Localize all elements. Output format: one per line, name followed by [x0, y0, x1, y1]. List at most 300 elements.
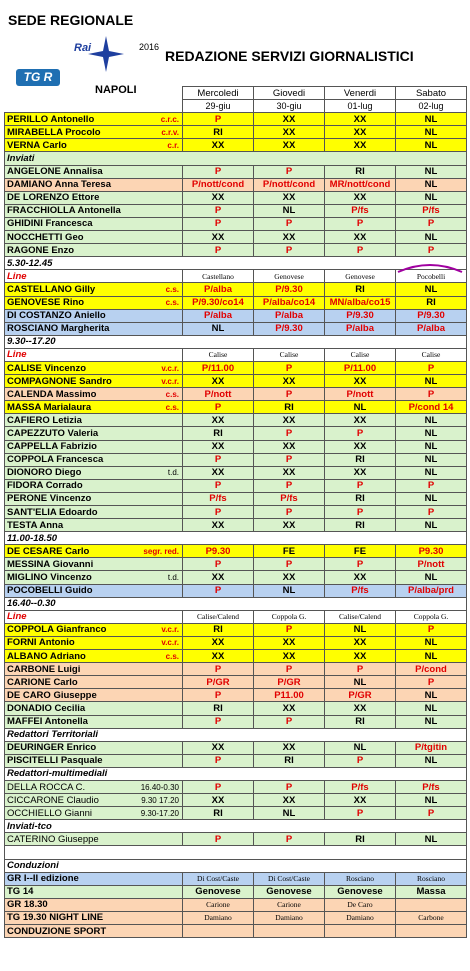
staff-name-cell: [5, 807, 183, 820]
table-row: [5, 794, 467, 807]
shift-cell: FE: [254, 545, 325, 558]
shift-cell: NL: [396, 440, 467, 453]
staff-name-cell: [5, 283, 183, 296]
table-row: [5, 492, 467, 505]
shift-cell: NL: [396, 636, 467, 649]
table-row: [5, 361, 467, 374]
shift-cell: NL: [254, 204, 325, 217]
shift-cell: P: [254, 361, 325, 374]
shift-cell: P: [183, 217, 254, 230]
blank-row: [5, 846, 467, 859]
shift-cell: XX: [183, 794, 254, 807]
shift-cell: RI: [396, 296, 467, 309]
table-row: [5, 584, 467, 597]
shift-cell: NL: [396, 519, 467, 532]
section-label: Conduzioni: [5, 859, 467, 872]
shift-cell: RI: [254, 401, 325, 414]
shift-cell: P: [396, 479, 467, 492]
table-row: [5, 532, 467, 545]
conduction-cell: Carione: [254, 898, 325, 911]
schedule-body: [5, 113, 467, 938]
shift-cell: XX: [183, 375, 254, 388]
shift-cell: XX: [325, 375, 396, 388]
staff-extra: t.d.: [167, 573, 179, 583]
conduction-cell: Damiano: [183, 911, 254, 924]
shift-cell: RI: [183, 807, 254, 820]
shift-cell: P/9.30: [325, 309, 396, 322]
shift-cell: P/GR: [325, 689, 396, 702]
shift-cell: P/tgitin: [396, 741, 467, 754]
conduction-cell: [325, 925, 396, 938]
staff-name: MASSA Marialaura: [7, 401, 92, 413]
col-day-0: Mercoledi: [183, 87, 254, 100]
staff-name: VERNA Carlo: [7, 139, 67, 151]
staff-name-cell: [5, 217, 183, 230]
shift-cell: P: [325, 244, 396, 257]
staff-name: MESSINA Giovanni: [7, 558, 94, 570]
shift-cell: XX: [254, 375, 325, 388]
shift-cell: XX: [325, 571, 396, 584]
line-cell: Calise/Calend: [325, 610, 396, 623]
shift-cell: XX: [254, 191, 325, 204]
staff-name: CAFIERO Letizia: [7, 414, 82, 426]
line-cell: Calise: [254, 348, 325, 361]
shift-cell: P/alba/co14: [254, 296, 325, 309]
shift-cell: P/nott: [396, 558, 467, 571]
shift-cell: NL: [396, 794, 467, 807]
shift-cell: P: [325, 217, 396, 230]
shift-cell: P: [183, 689, 254, 702]
shift-cell: NL: [396, 689, 467, 702]
staff-name-cell: [5, 466, 183, 479]
staff-name-cell: [5, 204, 183, 217]
staff-name: FORNI Antonio: [7, 637, 75, 649]
shift-cell: NL: [396, 178, 467, 191]
conduction-cell: [396, 925, 467, 938]
section-label: Inviati: [5, 152, 467, 165]
staff-name: MIGLINO Vincenzo: [7, 572, 92, 584]
shift-cell: P/alba/prd: [396, 584, 467, 597]
shift-cell: P: [183, 401, 254, 414]
shift-cell: XX: [254, 741, 325, 754]
shift-cell: P: [396, 506, 467, 519]
table-row: [5, 925, 467, 938]
shift-cell: P: [183, 584, 254, 597]
col-day-2: Venerdi: [325, 87, 396, 100]
table-row: [5, 466, 467, 479]
page-title: REDAZIONE SERVIZI GIORNALISTICI: [165, 48, 414, 64]
staff-name-cell: [5, 545, 183, 558]
staff-name-cell: [5, 453, 183, 466]
shift-cell: NL: [396, 754, 467, 767]
shift-cell: P: [183, 506, 254, 519]
shift-cell: RI: [325, 519, 396, 532]
shift-cell: P: [183, 754, 254, 767]
shift-cell: XX: [254, 440, 325, 453]
shift-cell: RI: [325, 492, 396, 505]
staff-name: COPPOLA Gianfranco: [7, 624, 107, 636]
shift-cell: P: [396, 244, 467, 257]
table-row: [5, 178, 467, 191]
table-row: [5, 859, 467, 872]
table-row: [5, 597, 467, 610]
staff-name: CALENDA Massimo: [7, 388, 97, 400]
shift-cell: P: [254, 715, 325, 728]
shift-cell: RI: [183, 702, 254, 715]
shift-cell: P/11.00: [325, 361, 396, 374]
section-label: 11.00-18.50: [5, 532, 467, 545]
shift-cell: NL: [325, 401, 396, 414]
conduction-cell: Genovese: [325, 885, 396, 898]
staff-name: CAPPELLA Fabrizio: [7, 441, 97, 453]
staff-name-cell: [5, 519, 183, 532]
table-row: [5, 623, 467, 636]
shift-cell: P: [254, 244, 325, 257]
staff-name: CASTELLANO Gilly: [7, 283, 96, 295]
table-row: [5, 741, 467, 754]
shift-cell: P: [254, 833, 325, 846]
shift-cell: XX: [183, 571, 254, 584]
shift-cell: XX: [325, 794, 396, 807]
table-row: [5, 348, 467, 361]
header-corner-2: [5, 100, 183, 113]
conduction-cell: Damiano: [325, 911, 396, 924]
table-row: [5, 689, 467, 702]
staff-name: CATERINO Giuseppe: [7, 833, 99, 845]
tgr-logo: TG R: [16, 69, 60, 86]
staff-role: c.r.: [167, 140, 179, 150]
rai-star-icon: [88, 36, 124, 72]
table-row: [5, 820, 467, 833]
shift-cell: XX: [325, 466, 396, 479]
table-row: [5, 335, 467, 348]
table-row: [5, 506, 467, 519]
shift-cell: P/nott: [325, 388, 396, 401]
staff-role: v.c.r.: [161, 625, 179, 635]
shift-cell: XX: [254, 636, 325, 649]
line-cell: Calise: [183, 348, 254, 361]
staff-name-cell: [5, 506, 183, 519]
table-row: [5, 702, 467, 715]
shift-cell: P: [325, 506, 396, 519]
conduction-cell: Carbone: [396, 911, 467, 924]
shift-cell: NL: [396, 427, 467, 440]
staff-name: COMPAGNONE Sandro: [7, 375, 112, 387]
shift-cell: XX: [183, 231, 254, 244]
shift-cell: RI: [325, 165, 396, 178]
shift-cell: XX: [254, 794, 325, 807]
staff-name-cell: [5, 126, 183, 139]
staff-role: segr. red.: [143, 546, 179, 556]
conduction-label: GR I--II edizione: [5, 872, 183, 885]
staff-name: RAGONE Enzo: [7, 244, 75, 256]
table-row: [5, 545, 467, 558]
shift-cell: RI: [325, 283, 396, 296]
staff-name: ANGELONE Annalisa: [7, 166, 103, 178]
table-row: [5, 650, 467, 663]
pocobelli-highlight-arc: [396, 262, 464, 274]
staff-name-cell: [5, 741, 183, 754]
staff-name-cell: [5, 296, 183, 309]
line-cell: Castellano: [183, 270, 254, 283]
staff-name-cell: [5, 244, 183, 257]
table-row: [5, 309, 467, 322]
shift-cell: XX: [183, 440, 254, 453]
shift-cell: XX: [183, 650, 254, 663]
shift-cell: P: [254, 558, 325, 571]
col-date-2: 01-lug: [325, 100, 396, 113]
shift-cell: XX: [254, 571, 325, 584]
shift-cell: NL: [396, 650, 467, 663]
section-label: Redattori Territoriali: [5, 728, 467, 741]
shift-cell: XX: [183, 466, 254, 479]
city-label: NAPOLI: [95, 84, 137, 96]
shift-cell: P: [254, 663, 325, 676]
staff-name-cell: [5, 165, 183, 178]
shift-cell: XX: [254, 519, 325, 532]
staff-name-cell: [5, 636, 183, 649]
col-date-0: 29-giu: [183, 100, 254, 113]
shift-cell: XX: [325, 113, 396, 126]
shift-cell: P/9.30: [254, 283, 325, 296]
shift-cell: P: [254, 427, 325, 440]
shift-cell: NL: [183, 322, 254, 335]
line-cell: Calise/Calend: [183, 610, 254, 623]
table-row: [5, 113, 467, 126]
shift-cell: NL: [254, 584, 325, 597]
shift-cell: P: [396, 361, 467, 374]
shift-cell: P: [254, 623, 325, 636]
table-row: [5, 401, 467, 414]
staff-extra: 16.40-0.30: [140, 782, 179, 792]
shift-cell: P: [254, 506, 325, 519]
conduction-cell: Genovese: [183, 885, 254, 898]
shift-cell: XX: [254, 414, 325, 427]
conduction-cell: [254, 925, 325, 938]
table-row: [5, 139, 467, 152]
table-row: [5, 885, 467, 898]
shift-cell: XX: [254, 702, 325, 715]
shift-cell: XX: [254, 231, 325, 244]
conduction-cell: [396, 898, 467, 911]
line-cell: Coppola G.: [396, 610, 467, 623]
shift-cell: XX: [325, 191, 396, 204]
shift-cell: MN/alba/co15: [325, 296, 396, 309]
staff-name-cell: [5, 780, 183, 793]
staff-name-cell: [5, 689, 183, 702]
staff-extra: 9.30-17.20: [140, 808, 179, 818]
shift-cell: P: [325, 427, 396, 440]
shift-cell: P/nott/cond: [254, 178, 325, 191]
shift-cell: NL: [396, 139, 467, 152]
shift-cell: P: [183, 244, 254, 257]
shift-cell: NL: [396, 375, 467, 388]
staff-name: DI COSTANZO Aniello: [7, 310, 106, 322]
shift-cell: P: [396, 623, 467, 636]
shift-cell: NL: [254, 807, 325, 820]
table-row: [5, 244, 467, 257]
conduction-cell: Rosciano: [396, 872, 467, 885]
line-cell: Calise: [325, 348, 396, 361]
conduction-cell: De Caro: [325, 898, 396, 911]
shift-cell: P/fs: [396, 204, 467, 217]
shift-cell: P: [396, 217, 467, 230]
shift-cell: P: [183, 780, 254, 793]
shift-cell: P/cond: [396, 663, 467, 676]
staff-name-cell: [5, 322, 183, 335]
shift-cell: P/alba: [183, 283, 254, 296]
conduction-cell: Di Cost/Caste: [254, 872, 325, 885]
table-row: [5, 911, 467, 924]
table-row: [5, 780, 467, 793]
shift-cell: NL: [396, 283, 467, 296]
staff-name: MIRABELLA Procolo: [7, 126, 101, 138]
shift-cell: XX: [254, 113, 325, 126]
shift-cell: P9.30: [396, 545, 467, 558]
shift-cell: RI: [325, 833, 396, 846]
staff-name-cell: [5, 479, 183, 492]
table-row: [5, 165, 467, 178]
conduction-cell: Damiano: [254, 911, 325, 924]
staff-name-cell: [5, 571, 183, 584]
staff-role: v.c.r.: [161, 638, 179, 648]
conduction-cell: Di Cost/Caste: [183, 872, 254, 885]
staff-name-cell: [5, 584, 183, 597]
shift-cell: P: [396, 388, 467, 401]
shift-cell: P/fs: [325, 780, 396, 793]
shift-cell: P/9.30/co14: [183, 296, 254, 309]
staff-name: GHIDINI Francesca: [7, 218, 93, 230]
staff-name: ALBANO Adriano: [7, 650, 86, 662]
section-label: 5.30-12.45: [5, 257, 467, 270]
shift-cell: RI: [325, 715, 396, 728]
section-label: Redattori-multimediali: [5, 767, 467, 780]
shift-cell: NL: [396, 453, 467, 466]
table-row: [5, 375, 467, 388]
staff-name: OCCHIELLO Gianni: [7, 807, 93, 819]
staff-name: SANT'ELIA Edoardo: [7, 506, 98, 518]
shift-cell: RI: [254, 754, 325, 767]
staff-name-cell: [5, 231, 183, 244]
shift-cell: P: [183, 558, 254, 571]
conduction-label: TG 19.30 NIGHT LINE: [5, 911, 183, 924]
shift-cell: P9.30: [183, 545, 254, 558]
staff-name: PERONE Vincenzo: [7, 493, 92, 505]
staff-name-cell: [5, 794, 183, 807]
staff-name: DELLA ROCCA C.: [7, 781, 86, 793]
shift-cell: NL: [396, 466, 467, 479]
line-label: Line: [5, 348, 183, 361]
shift-cell: XX: [183, 191, 254, 204]
staff-name: CARIONE Carlo: [7, 676, 78, 688]
shift-cell: RI: [183, 623, 254, 636]
shift-cell: NL: [396, 715, 467, 728]
staff-name: DE CARO Giuseppe: [7, 689, 97, 701]
staff-name: FIDORA Corrado: [7, 480, 83, 492]
staff-name: CICCARONE Claudio: [7, 794, 99, 806]
shift-cell: P/fs: [183, 492, 254, 505]
staff-name: COPPOLA Francesca: [7, 454, 104, 466]
shift-cell: NL: [396, 414, 467, 427]
table-row: [5, 807, 467, 820]
shift-cell: P: [325, 479, 396, 492]
shift-cell: XX: [183, 519, 254, 532]
shift-cell: P/alba: [254, 309, 325, 322]
shift-cell: P11.00: [254, 689, 325, 702]
shift-cell: XX: [183, 636, 254, 649]
shift-cell: XX: [254, 139, 325, 152]
table-row: [5, 388, 467, 401]
table-row: [5, 676, 467, 689]
line-cell: Coppola G.: [254, 610, 325, 623]
shift-cell: XX: [254, 650, 325, 663]
conduction-label: GR 18.30: [5, 898, 183, 911]
brand-label: Rai: [74, 42, 92, 54]
shift-cell: P: [183, 204, 254, 217]
shift-cell: P/fs: [396, 780, 467, 793]
shift-cell: P/alba: [325, 322, 396, 335]
shift-cell: NL: [325, 741, 396, 754]
shift-cell: NL: [396, 231, 467, 244]
shift-cell: XX: [183, 414, 254, 427]
staff-name-cell: [5, 702, 183, 715]
staff-name-cell: [5, 361, 183, 374]
staff-name: ROSCIANO Margherita: [7, 323, 110, 335]
header-corner: [5, 87, 183, 100]
table-row: [5, 322, 467, 335]
table-row: [5, 833, 467, 846]
staff-name-cell: [5, 178, 183, 191]
shift-cell: RI: [183, 126, 254, 139]
staff-name: DONADIO Cecilia: [7, 702, 86, 714]
staff-name-cell: [5, 113, 183, 126]
table-row: [5, 453, 467, 466]
staff-name-cell: [5, 401, 183, 414]
staff-name-cell: [5, 833, 183, 846]
col-day-1: Giovedi: [254, 87, 325, 100]
shift-cell: P: [254, 388, 325, 401]
shift-cell: P/fs: [325, 204, 396, 217]
staff-role: c.r.c.: [160, 114, 179, 124]
table-row: [5, 846, 467, 859]
staff-name-cell: [5, 650, 183, 663]
table-row: [5, 872, 467, 885]
col-day-3: Sabato: [396, 87, 467, 100]
shift-cell: P/nott: [183, 388, 254, 401]
table-row: [5, 571, 467, 584]
staff-name: CALISE Vincenzo: [7, 362, 87, 374]
line-label: Line: [5, 610, 183, 623]
table-row: [5, 427, 467, 440]
section-label: 16.40--0.30: [5, 597, 467, 610]
shift-cell: XX: [325, 650, 396, 663]
staff-name-cell: [5, 715, 183, 728]
shift-cell: P: [254, 780, 325, 793]
staff-name-cell: [5, 440, 183, 453]
section-label: 9.30--17.20: [5, 335, 467, 348]
staff-name: CARBONE Luigi: [7, 663, 81, 675]
staff-name: POCOBELLI Guido: [7, 585, 93, 597]
shift-cell: P: [396, 807, 467, 820]
staff-name-cell: [5, 388, 183, 401]
shift-cell: P: [183, 165, 254, 178]
shift-cell: P: [183, 453, 254, 466]
staff-name: NOCCHETTI Geo: [7, 231, 84, 243]
shift-cell: P/GR: [183, 676, 254, 689]
shift-cell: P/fs: [254, 492, 325, 505]
table-row: [5, 217, 467, 230]
table-row: [5, 283, 467, 296]
